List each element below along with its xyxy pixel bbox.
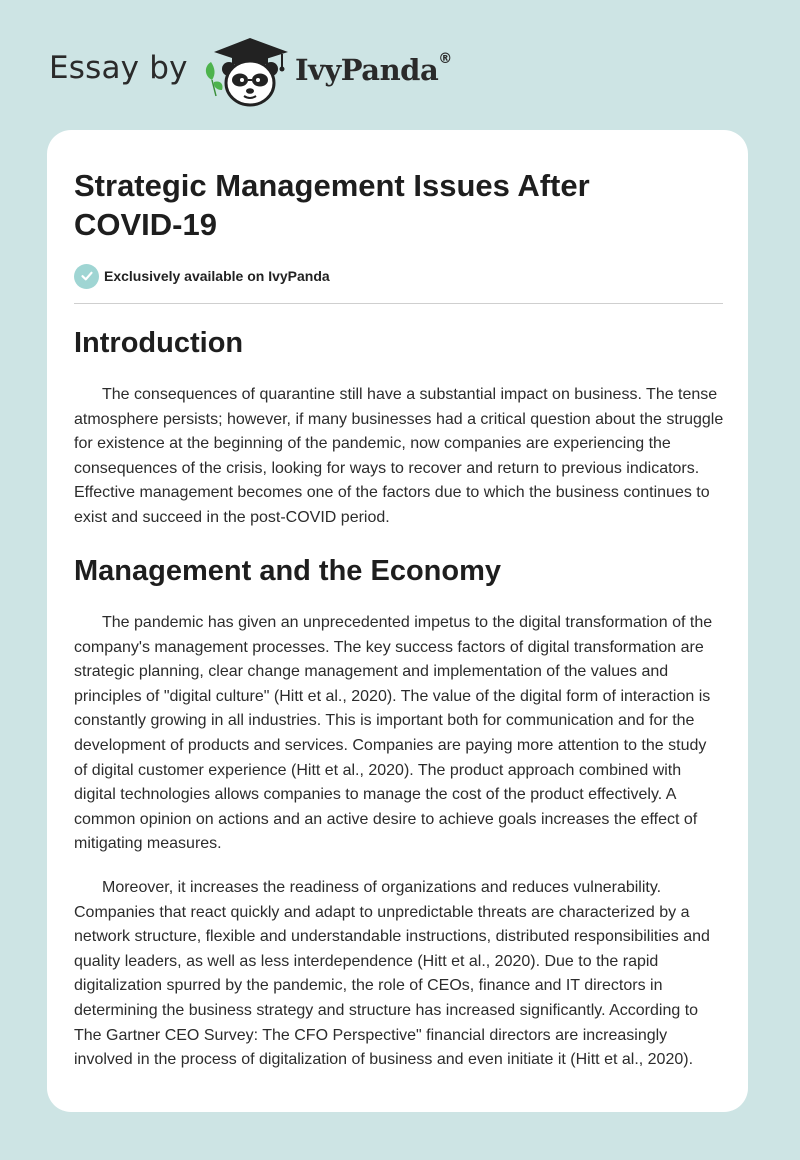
section-heading-introduction: Introduction: [74, 327, 244, 359]
registered-mark: ®: [438, 51, 452, 67]
check-icon: [74, 264, 99, 289]
paragraph: The pandemic has given an unprecedented impetus to the digital transformation of the company's management processes. The key success factors of digital transformation are strategic planning, clear change management and implementation of the values and principles of "digital culture" (Hitt et al., 2020). The value of the digital form of interaction is constantly growing in all industries. This is important both for communication and for the development of products and services. Companies are paying more attention to the study of digital customer experience (Hitt et al., 2020). The product approach combined with digital technologies allows companies to manage the cost of the product effectively. A common opinion on actions and an active desire to achieve goals increases the effect of mitigating measures.: [74, 614, 713, 853]
divider: [74, 303, 723, 304]
essay-card: [47, 130, 748, 1112]
page-title: Strategic Management Issues After COVID-19: [74, 168, 590, 242]
site-header: [49, 36, 509, 108]
brand-name[interactable]: IvyPanda®: [295, 51, 452, 87]
paragraph: The consequences of quarantine still have a substantial impact on business. The tense atmosphere persists; however, if many businesses had a critical question about the struggle for existence at the beginning of the pandemic, now companies are experiencing the consequences of the crisis, looking for ways to recover and return to previous indicators. Effective management becomes one of the factors due to which the business continues to exist and succeed in the post-COVID period.: [74, 386, 724, 526]
essay-by-label: Essay by: [49, 50, 188, 86]
leaf-icon: [206, 62, 215, 80]
exclusive-label: Exclusively available on IvyPanda: [104, 268, 330, 284]
paragraph: Moreover, it increases the readiness of organizations and reduces vulnerability. Companies that react quickly and adapt to unpredictable threats are characterized by a network structure, flexible and understandable instructions, distributed responsibilities and quality leaders, as well as less interdependence (Hitt et al., 2020). Due to the rapid digitalization spurred by the pandemic, the role of CEOs, finance and IT directors in determining the business strategy and structure has increased significantly. According to The Gartner CEO Survey: The CFO Perspective" financial directors are increasingly involved in the process of digitalization of business and even initiate it (Hitt et al., 2020).: [74, 879, 710, 1069]
panda-logo-icon[interactable]: [202, 36, 294, 108]
exclusive-badge: [74, 263, 330, 289]
section-heading-management-economy: Management and the Economy: [74, 555, 502, 587]
